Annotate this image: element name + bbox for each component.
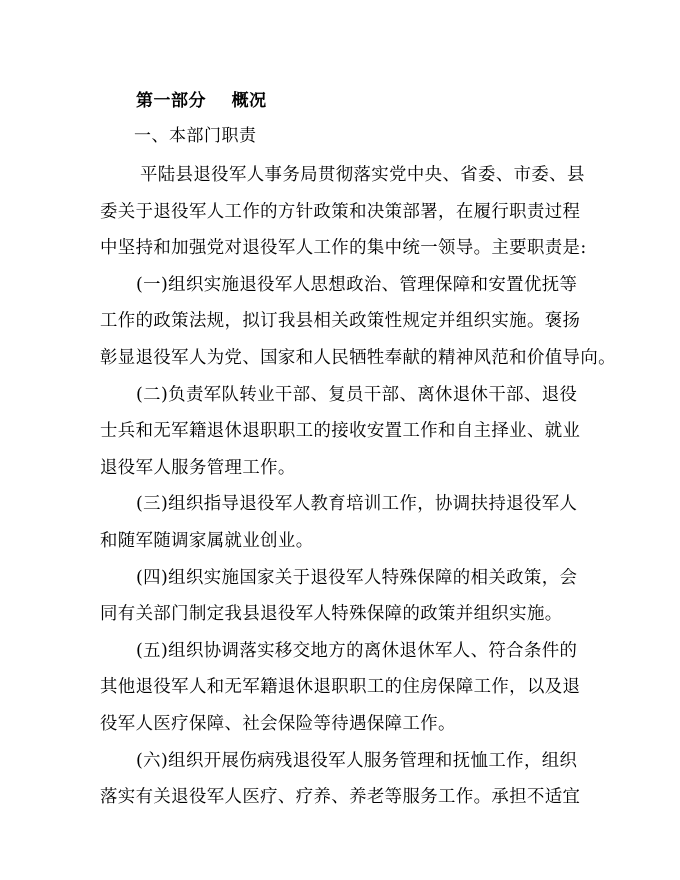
paragraph-line: 和随军随调家属就业创业。 [100,530,314,551]
paragraph-line: 平陆县退役军人事务局贯彻落实党中央、省委、市委、县 [140,165,585,185]
paragraph-line: 同有关部门制定我县退役军人特殊保障的政策并组织实施。 [100,604,563,625]
paragraph-line: (五)组织协调落实移交地方的离休退休军人、符合条件的 [136,640,578,661]
paragraph-line: (六)组织开展伤病残退役军人服务管理和抚恤工作，组织 [136,750,578,771]
subsection-heading: 一、本部门职责 [134,126,257,146]
paragraph-line: (四)组织实施国家关于退役军人特殊保障的相关政策，会 [136,567,578,588]
paragraph-line: 退役军人服务管理工作。 [100,457,296,478]
paragraph-line: 落实有关退役军人医疗、疗养、养老等服务工作。承担不适宜 [100,787,581,808]
paragraph-line: (二)负责军队转业干部、复员干部、离休退休干部、退役 [136,384,578,405]
paragraph-line: 其他退役军人和无军籍退休退职职工的住房保障工作，以及退 [100,677,581,698]
paragraph-line: 士兵和无军籍退休退职职工的接收安置工作和自主择业、就业 [100,421,581,442]
body-text [100,157,616,816]
paragraph-line: (三)组织指导退役军人教育培训工作，协调扶持退役军人 [136,494,578,515]
paragraph-line: 彰显退役军人为党、国家和人民牺牲奉献的精神风范和价值导向。 [100,347,616,368]
paragraph-line: (一)组织实施退役军人思想政治、管理保障和安置优抚等 [136,274,578,295]
paragraph-line: 委关于退役军人工作的方针政策和决策部署，在履行职责过程 [100,201,581,222]
section-heading: 第一部分 概况 [136,91,267,111]
paragraph-line: 役军人医疗保障、社会保险等待遇保障工作。 [100,713,456,734]
paragraph-line: 工作的政策法规，拟订我县相关政策性规定并组织实施。褒扬 [100,311,581,332]
paragraph-line: 中坚持和加强党对退役军人工作的集中统一领导。主要职责是: [100,238,587,259]
